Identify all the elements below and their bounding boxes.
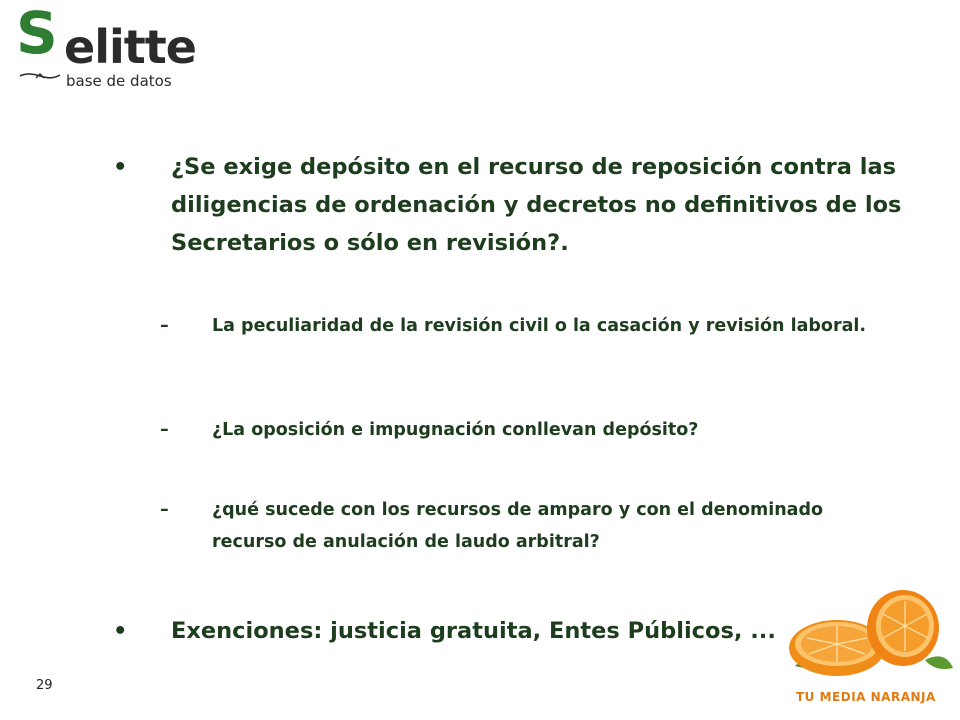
- logo-subtitle: base de datos: [66, 72, 172, 90]
- logo-s-mark: S: [16, 0, 58, 67]
- bullet-text: Exenciones: justicia gratuita, Entes Públicos, ...: [171, 618, 776, 644]
- dash-marker: –: [160, 420, 169, 440]
- page-number: 29: [36, 678, 53, 693]
- dash-marker: –: [160, 500, 169, 520]
- logo-name: elitte: [64, 20, 196, 74]
- orange-halves-icon: [775, 588, 955, 680]
- bullet-marker: •: [113, 618, 128, 644]
- sub-item-text: ¿qué sucede con los recursos de amparo y con el denominado recurso de anulación de laudo arbitral?: [212, 500, 824, 552]
- sub-item-text: ¿La oposición e impugnación conllevan depósito?: [212, 420, 699, 440]
- bullet-marker: •: [113, 154, 128, 180]
- dash-marker: –: [160, 316, 169, 336]
- bullet-text: ¿Se exige depósito en el recurso de reposición contra las diligencias de ordenación y decretos no definitivos de los Secretarios o sólo en revisión?.: [171, 154, 902, 256]
- brand-label: TU MEDIA NARANJA: [796, 690, 936, 704]
- sub-item-text: La peculiaridad de la revisión civil o la casación y revisión laboral.: [212, 316, 867, 336]
